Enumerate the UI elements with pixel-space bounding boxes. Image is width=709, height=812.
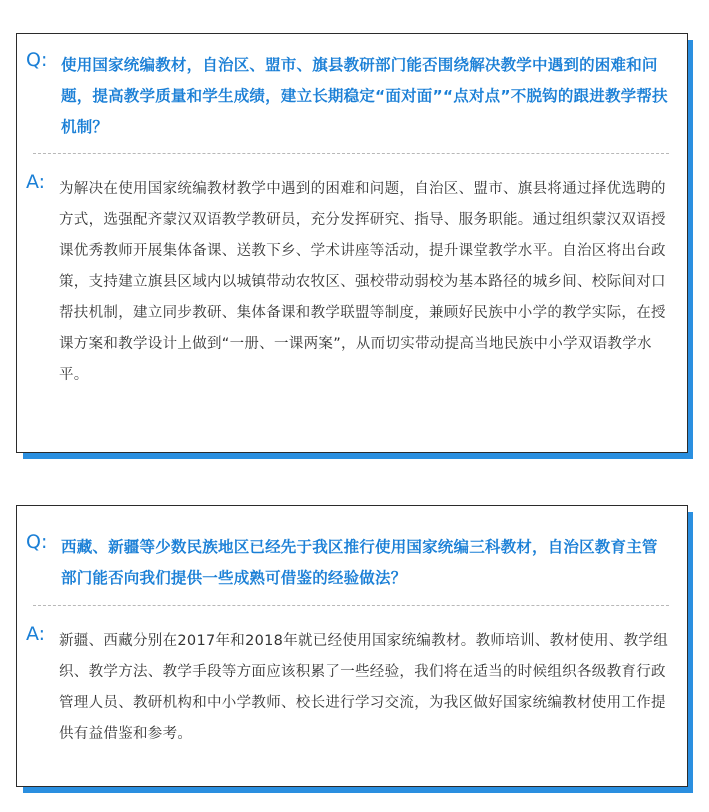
question-text: 西藏、新疆等少数民族地区已经先于我区推行使用国家统编三科教材，自治区教育主管部门能否向我们提供一些成熟可借鉴的经验做法？ (61, 538, 658, 587)
answer-label: A: (26, 623, 46, 645)
answer-label: A: (26, 171, 46, 193)
question-text: 使用国家统编教材，自治区、盟市、旗县教研部门能否围绕解决教学中遇到的困难和问题，提高教学质量和学生成绩，建立长期稳定“面对面”“点对点”不脱钩的跟进教学帮扶机制？ (61, 56, 668, 136)
qa-divider (33, 153, 669, 154)
qa-card-2 (16, 505, 688, 787)
question-label: Q: (26, 531, 48, 553)
qa-divider (33, 605, 669, 606)
question-label: Q: (26, 49, 48, 71)
answer-text: 为解决在使用国家统编教材教学中遇到的困难和问题，自治区、盟市、旗县将通过择优选聘的方式，选强配齐蒙汉双语教学教研员，充分发挥研究、指导、服务职能。通过组织蒙汉双语授课优秀教师开展集体备课、送教下乡、学术讲座等活动，提升课堂教学水平。自治区将出台政策，支持建立旗县区域内以城镇带动农牧区、强校带动弱校为基本路径的城乡间、校际间对口帮扶机制，建立同步教研、集体备课和教学联盟等制度，兼顾好民族中小学的教学实际，在授课方案和教学设计上做到“一册、一课两案”，从而切实带动提高当地民族中小学双语教学水平。 (59, 181, 666, 383)
answer-text: 新疆、西藏分别在2017年和2018年就已经使用国家统编教材。教师培训、教材使用、教学组织、教学方法、教学手段等方面应该积累了一些经验，我们将在适当的时候组织各级教育行政管理人员、教研机构和中小学教师、校长进行学习交流，为我区做好国家统编教材使用工作提供有益借鉴和参考。 (59, 633, 668, 742)
qa-card-1 (16, 33, 688, 453)
